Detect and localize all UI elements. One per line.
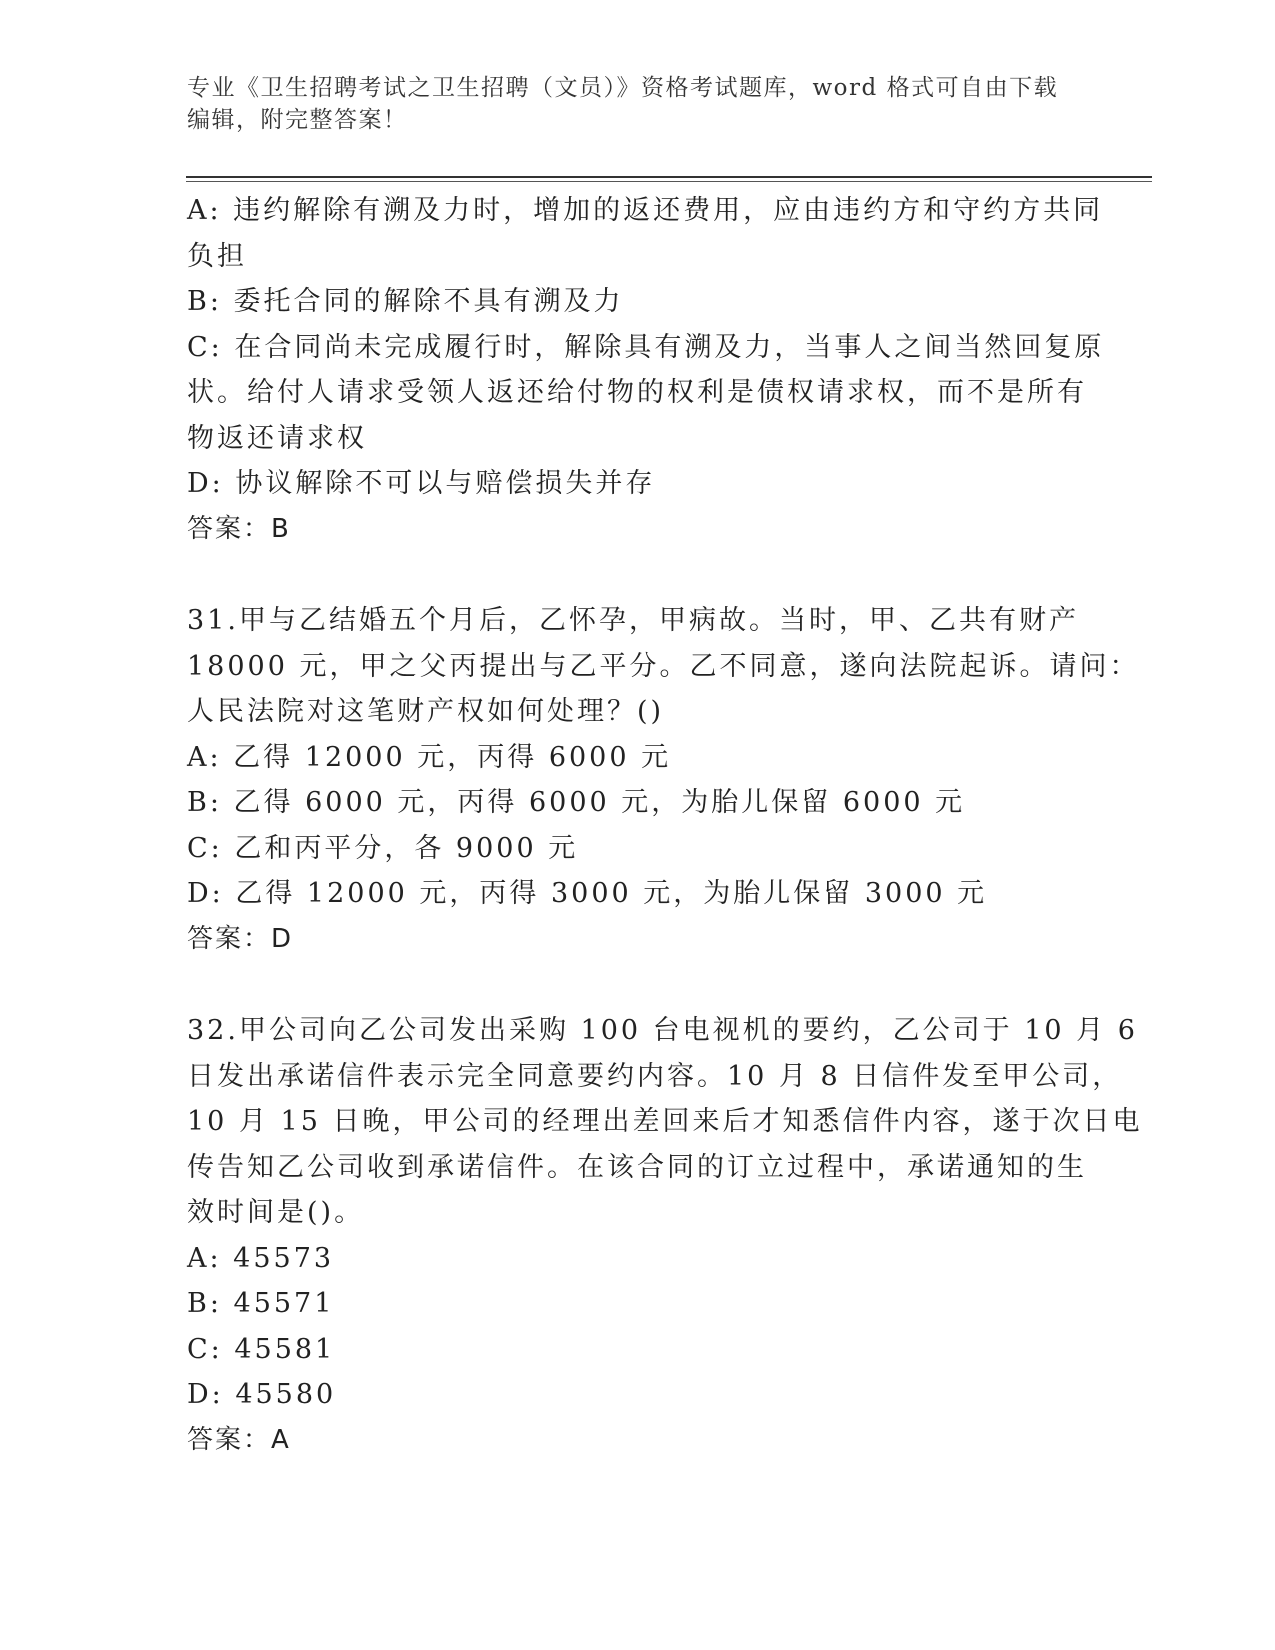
option-d: D: 45580 (187, 1379, 337, 1410)
question-stem-line-2: 18000 元，甲之父丙提出与乙平分。乙不同意，遂向法院起诉。请问： (187, 650, 1140, 682)
question-stem-line-4: 传告知乙公司收到承诺信件。在该合同的订立过程中，承诺通知的生 (187, 1151, 1087, 1183)
header-line-1: 专业《卫生招聘考试之卫生招聘（文员）》资格考试题库，word 格式可自由下载 (187, 75, 1059, 101)
option-a-line-2: 负担 (187, 240, 247, 272)
option-d (187, 461, 1087, 507)
option-c (187, 325, 1105, 462)
option-c-line-1: C: 在合同尚未完成履行时，解除具有溯及力，当事人之间当然回复原 (187, 331, 1105, 363)
answer-line: 答案：B (187, 513, 291, 544)
document-header (187, 72, 1087, 136)
question-stem-line-1: 32.甲公司向乙公司发出采购 100 台电视机的要约，乙公司于 10 月 6 (187, 1015, 1138, 1046)
question-31 (187, 598, 1140, 962)
question-stem-line-5: 效时间是()。 (187, 1197, 365, 1228)
header-divider-thin (186, 181, 1152, 182)
spacer (187, 962, 1087, 1008)
question-stem-line-1: 31.甲与乙结婚五个月后，乙怀孕，甲病故。当时，甲、乙共有财产 (187, 605, 1079, 636)
option-a: A: 乙得 12000 元，丙得 6000 元 (187, 741, 672, 773)
header-divider-thick (186, 176, 1152, 178)
option-a-line-1: A: 违约解除有溯及力时，增加的返还费用，应由违约方和守约方共同 (187, 195, 1104, 226)
question-30-partial (187, 188, 1105, 552)
option-a (187, 188, 1104, 279)
option-c: C: 乙和丙平分，各 9000 元 (187, 832, 579, 864)
option-b: B: 乙得 6000 元，丙得 6000 元，为胎儿保留 6000 元 (187, 787, 966, 818)
option-c-line-3: 物返还请求权 (187, 422, 367, 454)
option-a: A: 45573 (187, 1242, 335, 1274)
option-b: B: 45571 (187, 1288, 335, 1319)
answer-line: 答案：D (187, 923, 294, 954)
option-d-line-1: D: 协议解除不可以与赔偿损失并存 (187, 468, 656, 499)
option-d: D: 乙得 12000 元，丙得 3000 元，为胎儿保留 3000 元 (187, 878, 988, 909)
option-b-line-1: B: 委托合同的解除不具有溯及力 (187, 286, 624, 317)
answer-line: 答案：A (187, 1424, 291, 1455)
question-content (187, 188, 1143, 1463)
header-line-2: 编辑，附完整答案！ (187, 107, 408, 133)
question-stem-line-3: 10 月 15 日晚，甲公司的经理出差回来后才知悉信件内容，遂于次日电 (187, 1106, 1143, 1137)
question-stem-line-2: 日发出承诺信件表示完全同意要约内容。10 月 8 日信件发至甲公司， (187, 1060, 1123, 1092)
option-c: C: 45581 (187, 1333, 336, 1365)
spacer (187, 552, 1087, 598)
question-32 (187, 1008, 1143, 1463)
option-c-line-2: 状。给付人请求受领人返还给付物的权利是债权请求权，而不是所有 (187, 377, 1087, 408)
option-b (187, 279, 1087, 325)
question-stem-line-3: 人民法院对这笔财产权如何处理？() (187, 696, 665, 727)
